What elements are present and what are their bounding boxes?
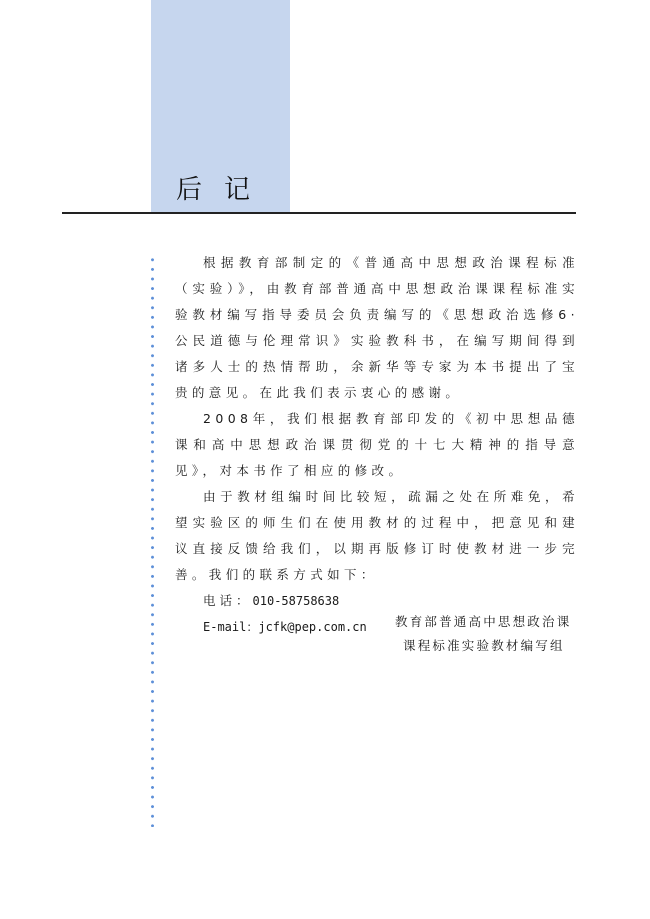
paragraph-revision: 2008年，我们根据教育部印发的《初中思想品德课和高中思想政治课贯彻党的十七大精神的指导意见》，对本书作了相应的修改。 bbox=[175, 411, 579, 478]
signature-block bbox=[395, 610, 585, 658]
paragraph-feedback: 由于教材组编时间比较短，疏漏之处在所难免，希望实验区的师生们在使用教材的过程中，把意见和建议直接反馈给我们，以期再版修订时使教材进一步完善。我们的联系方式如下： bbox=[175, 489, 579, 582]
signature-line-1: 教育部普通高中思想政治课 bbox=[395, 614, 572, 629]
signature-line-2: 课程标准实验教材编写组 bbox=[403, 638, 565, 653]
title-rule bbox=[62, 212, 576, 214]
phone-number: 010-58758638 bbox=[252, 594, 340, 608]
dotted-margin-line bbox=[151, 255, 154, 827]
phone-label: 电话： bbox=[203, 593, 253, 608]
page-title: 后记 bbox=[176, 175, 273, 205]
email-address[interactable]: jcfk@pep.com.cn bbox=[258, 620, 367, 634]
email-label: E-mail： bbox=[203, 620, 259, 634]
paragraph-acknowledgement: 根据教育部制定的《普通高中思想政治课程标准（实验）》，由教育部普通高中思想政治课课程标准实验教材编写指导委员会负责编写的《思想政治选修6·公民道德与伦理常识》实验教科书，在编写期间得到诸多人士的热情帮助，余新华等专家为本书提出了宝贵的意见。在此我们表示衷心的感谢。 bbox=[175, 255, 579, 400]
afterword-body bbox=[175, 250, 579, 640]
